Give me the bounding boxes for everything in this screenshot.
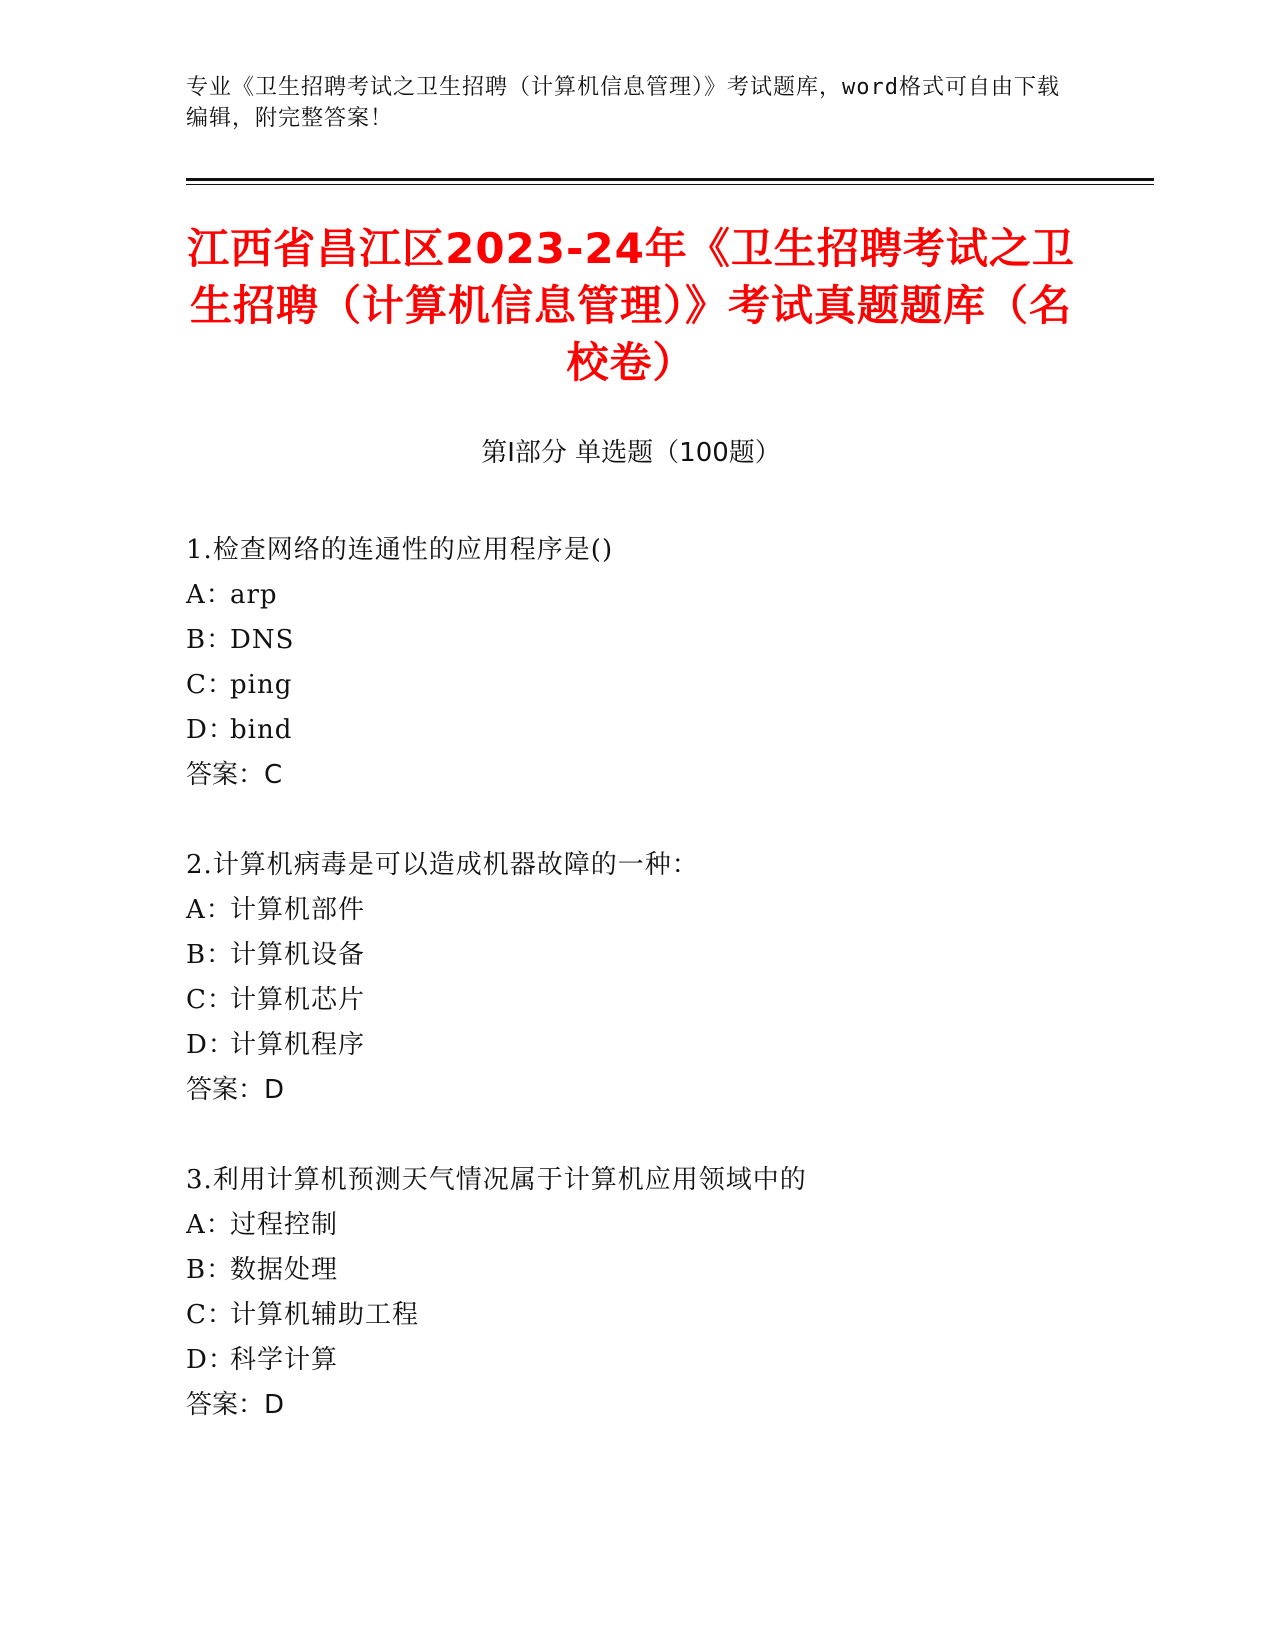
option-key: D：	[186, 1030, 235, 1060]
header-rule-thick	[186, 178, 1154, 181]
option-c	[186, 1293, 1086, 1338]
question-list	[186, 528, 1086, 1473]
answer: 答案：D	[186, 1390, 285, 1420]
option-key: D：	[186, 715, 235, 745]
option-text: 过程控制	[230, 1210, 339, 1240]
option-text: 计算机部件	[230, 895, 366, 925]
option-key: B：	[186, 940, 234, 970]
question-stem: 1.检查网络的连通性的应用程序是()	[186, 535, 614, 565]
option-text: 计算机辅助工程	[230, 1300, 420, 1330]
option-key: A：	[186, 895, 233, 925]
option-b	[186, 618, 1086, 663]
option-text: 计算机程序	[230, 1030, 366, 1060]
document-title: 江西省昌江区2023-24年《卫生招聘考试之卫生招聘（计算机信息管理）》考试真题题库（名校卷）	[187, 224, 1075, 387]
option-text: arp	[230, 580, 278, 610]
option-text: ping	[230, 670, 293, 700]
header-rule-thin	[186, 184, 1154, 185]
option-key: A：	[186, 1210, 233, 1240]
option-key: B：	[186, 1255, 234, 1285]
option-d	[186, 1023, 1086, 1068]
option-key: B：	[186, 625, 234, 655]
option-c	[186, 663, 1086, 708]
option-b	[186, 1248, 1086, 1293]
option-text: 科学计算	[230, 1345, 339, 1375]
answer: 答案：D	[186, 1075, 285, 1105]
option-a	[186, 1203, 1086, 1248]
option-text: DNS	[230, 625, 295, 655]
section-heading: 第Ⅰ部分 单选题（100题）	[481, 438, 781, 468]
option-text: 计算机设备	[230, 940, 366, 970]
question-stem: 2.计算机病毒是可以造成机器故障的一种：	[186, 850, 699, 880]
option-text: 数据处理	[230, 1255, 339, 1285]
option-b	[186, 933, 1086, 978]
question-stem: 3.利用计算机预测天气情况属于计算机应用领域中的	[186, 1165, 807, 1195]
option-text: 计算机芯片	[230, 985, 366, 1015]
option-key: C：	[186, 985, 234, 1015]
option-key: A：	[186, 580, 233, 610]
option-key: C：	[186, 1300, 234, 1330]
question-1	[186, 528, 1086, 798]
option-c	[186, 978, 1086, 1023]
question-3	[186, 1158, 1086, 1428]
option-d	[186, 1338, 1086, 1383]
question-2	[186, 843, 1086, 1113]
answer: 答案：C	[186, 760, 283, 790]
option-a	[186, 888, 1086, 933]
option-key: D：	[186, 1345, 235, 1375]
option-a	[186, 573, 1086, 618]
header-note: 专业《卫生招聘考试之卫生招聘（计算机信息管理）》考试题库，word格式可自由下载编辑，附完整答案！	[186, 75, 1060, 131]
option-d	[186, 708, 1086, 753]
option-text: bind	[230, 715, 293, 745]
option-key: C：	[186, 670, 234, 700]
